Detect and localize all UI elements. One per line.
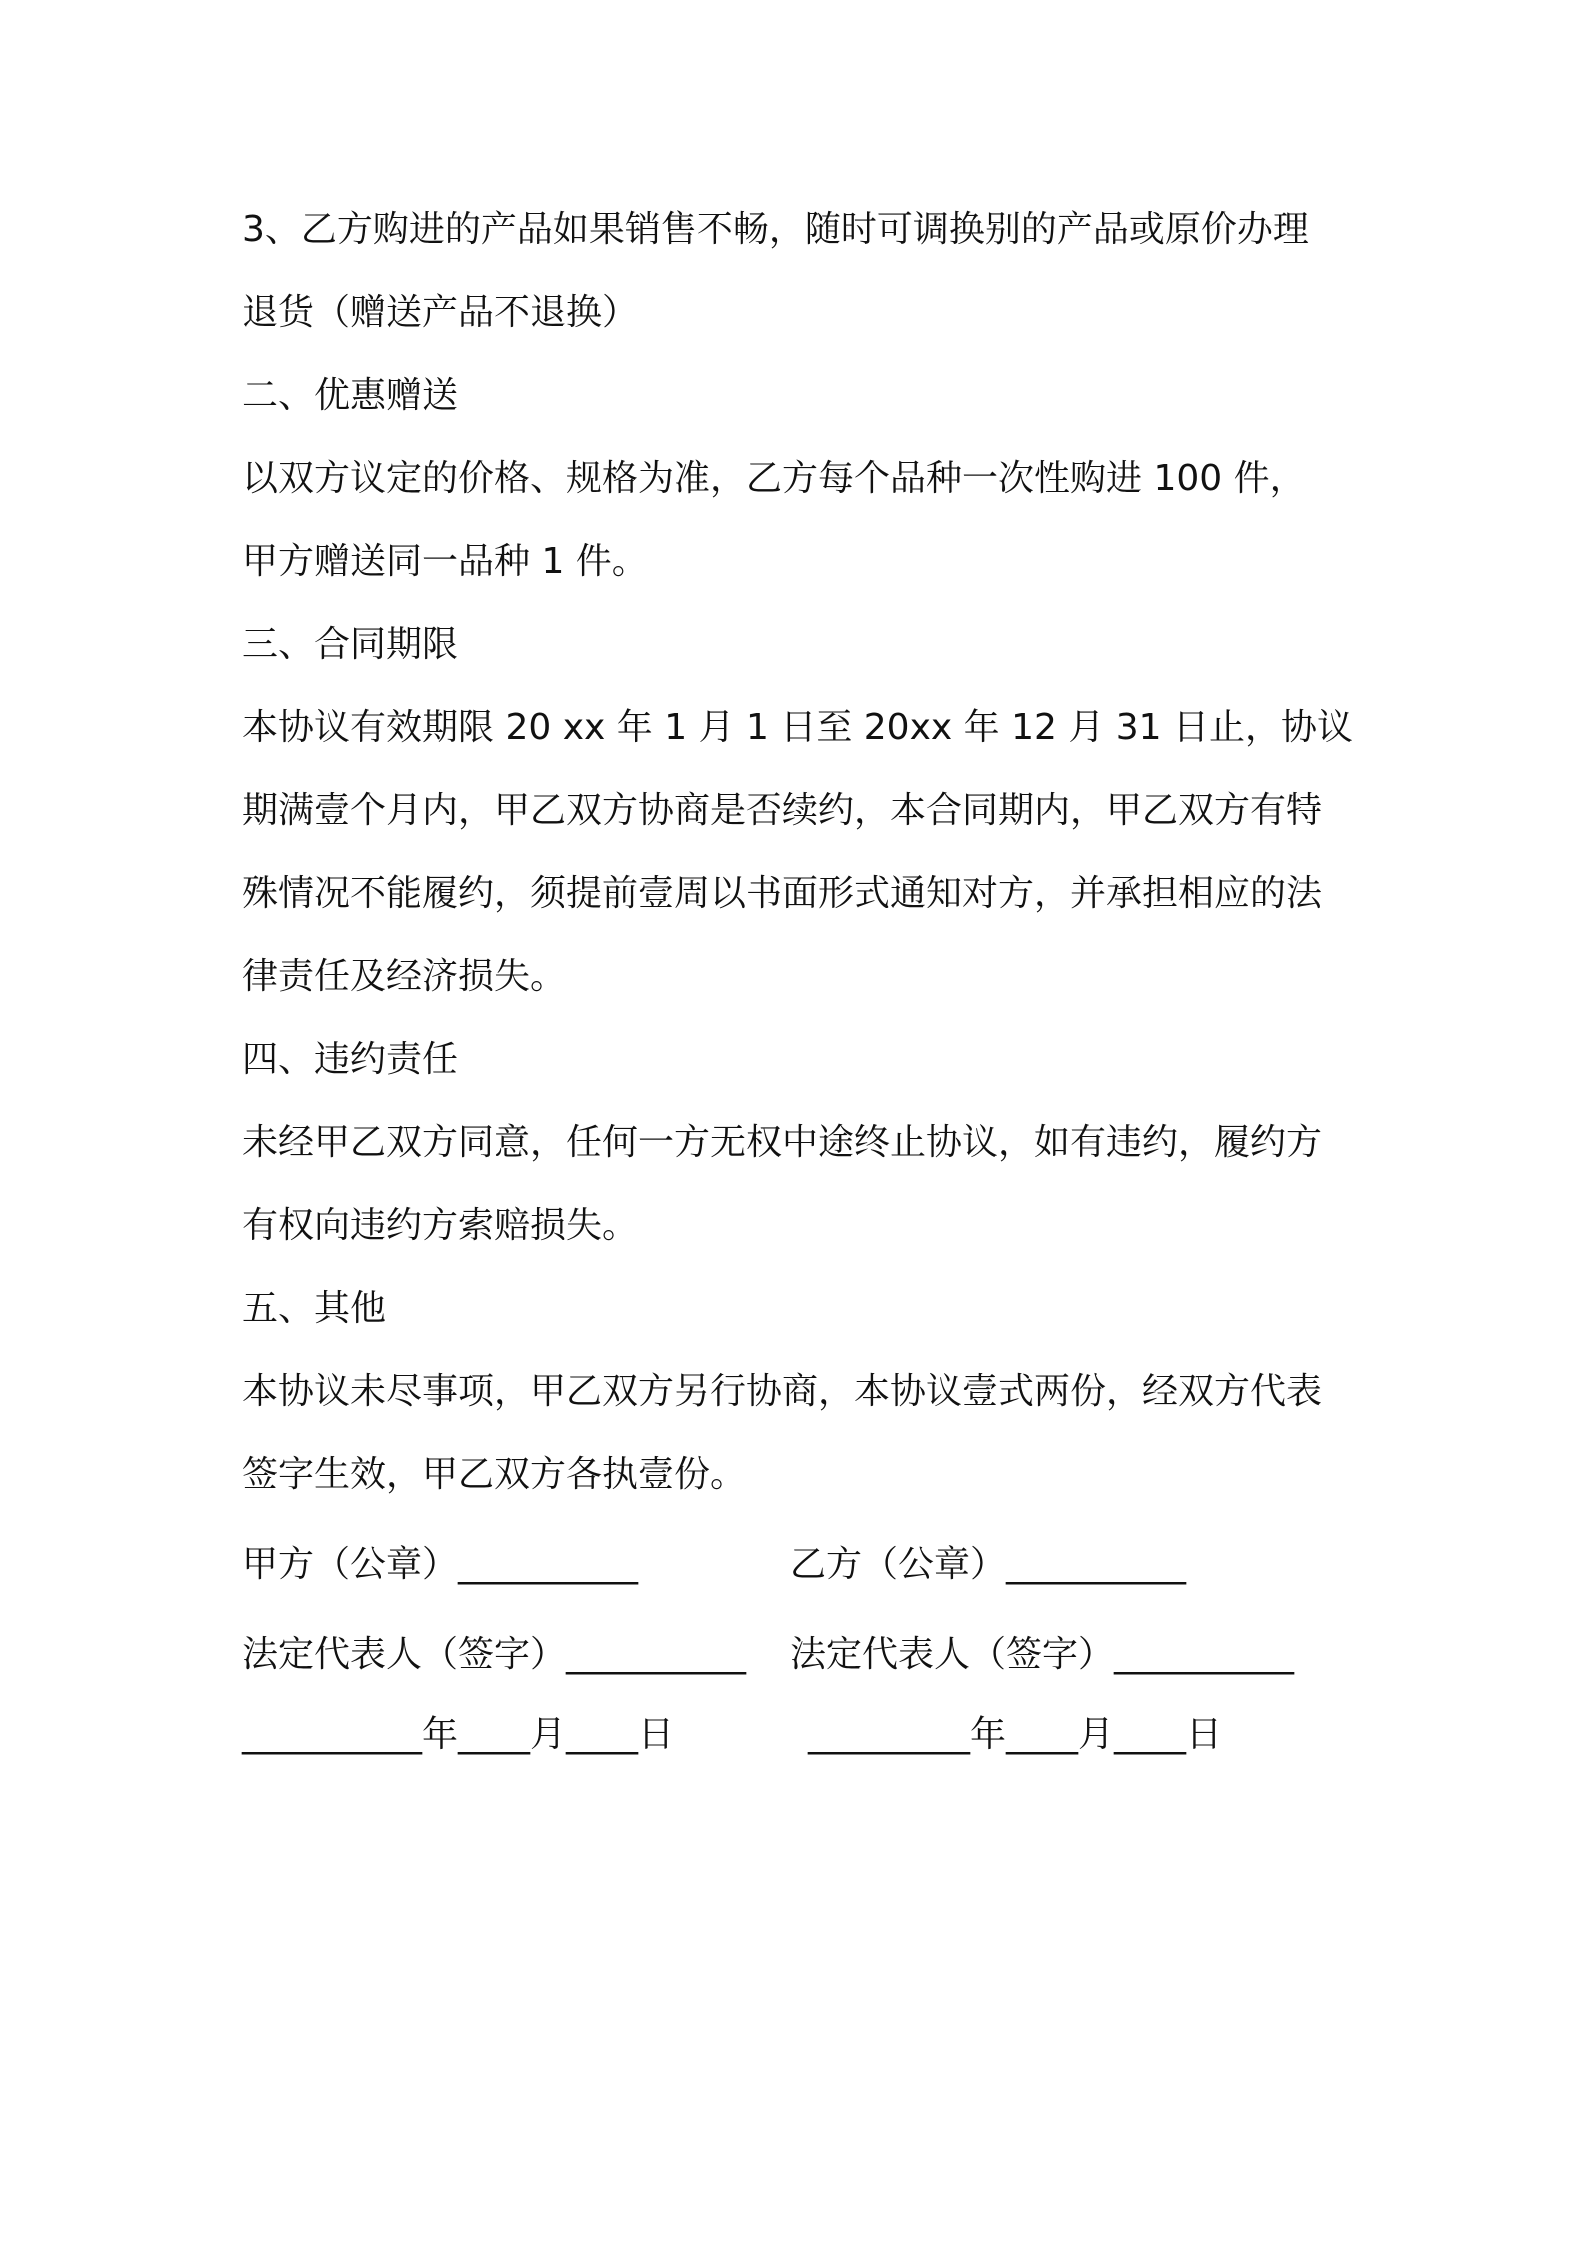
seal-row xyxy=(242,1536,1362,1596)
breach-line-1: 未经甲乙双方同意，任何一方无权中途终止协议，如有违约，履约方 xyxy=(242,1122,1323,1163)
breach-line-2: 有权向违约方索赔损失。 xyxy=(242,1205,639,1246)
other-line-2: 签字生效，甲乙双方各执壹份。 xyxy=(242,1454,747,1495)
term-line-4: 律责任及经济损失。 xyxy=(242,956,567,997)
section-heading-other: 五、其他 xyxy=(242,1288,387,1329)
section-heading-discount: 二、优惠赠送 xyxy=(242,375,459,416)
term-line-2: 期满壹个月内，甲乙双方协商是否续约，本合同期内，甲乙双方有特 xyxy=(242,790,1323,831)
representative-row xyxy=(242,1626,1362,1686)
term-line-1: 本协议有效期限 20 xx 年 1 月 1 日至 20xx 年 12 月 31 日止，协议 xyxy=(242,707,1354,748)
clause-3-line-1: 3、乙方购进的产品如果销售不畅，随时可调换别的产品或原价办理 xyxy=(242,209,1309,250)
section-heading-breach: 四、违约责任 xyxy=(242,1039,459,1080)
discount-line-1: 以双方议定的价格、规格为准，乙方每个品种一次性购进 100 件， xyxy=(242,458,1306,499)
term-line-3: 殊情况不能履约，须提前壹周以书面形式通知对方，并承担相应的法 xyxy=(242,873,1323,914)
party-b-seal-field: 乙方（公章）__________ xyxy=(790,1544,1187,1585)
other-line-1: 本协议未尽事项，甲乙双方另行协商，本协议壹式两份，经双方代表 xyxy=(242,1371,1323,1412)
discount-line-2: 甲方赠送同一品种 1 件。 xyxy=(242,541,648,582)
party-b-date-field: _________年____月____日 xyxy=(808,1714,1222,1755)
party-a-seal-field: 甲方（公章）__________ xyxy=(242,1544,639,1585)
section-heading-term: 三、合同期限 xyxy=(242,624,459,665)
party-a-representative-field: 法定代表人（签字）__________ xyxy=(242,1634,747,1675)
party-b-representative-field: 法定代表人（签字）__________ xyxy=(790,1634,1295,1675)
clause-3-line-2: 退货（赠送产品不退换） xyxy=(242,292,639,333)
party-a-date-field: __________年____月____日 xyxy=(242,1714,674,1755)
contract-body xyxy=(242,188,1362,1516)
date-row xyxy=(242,1706,1362,1766)
